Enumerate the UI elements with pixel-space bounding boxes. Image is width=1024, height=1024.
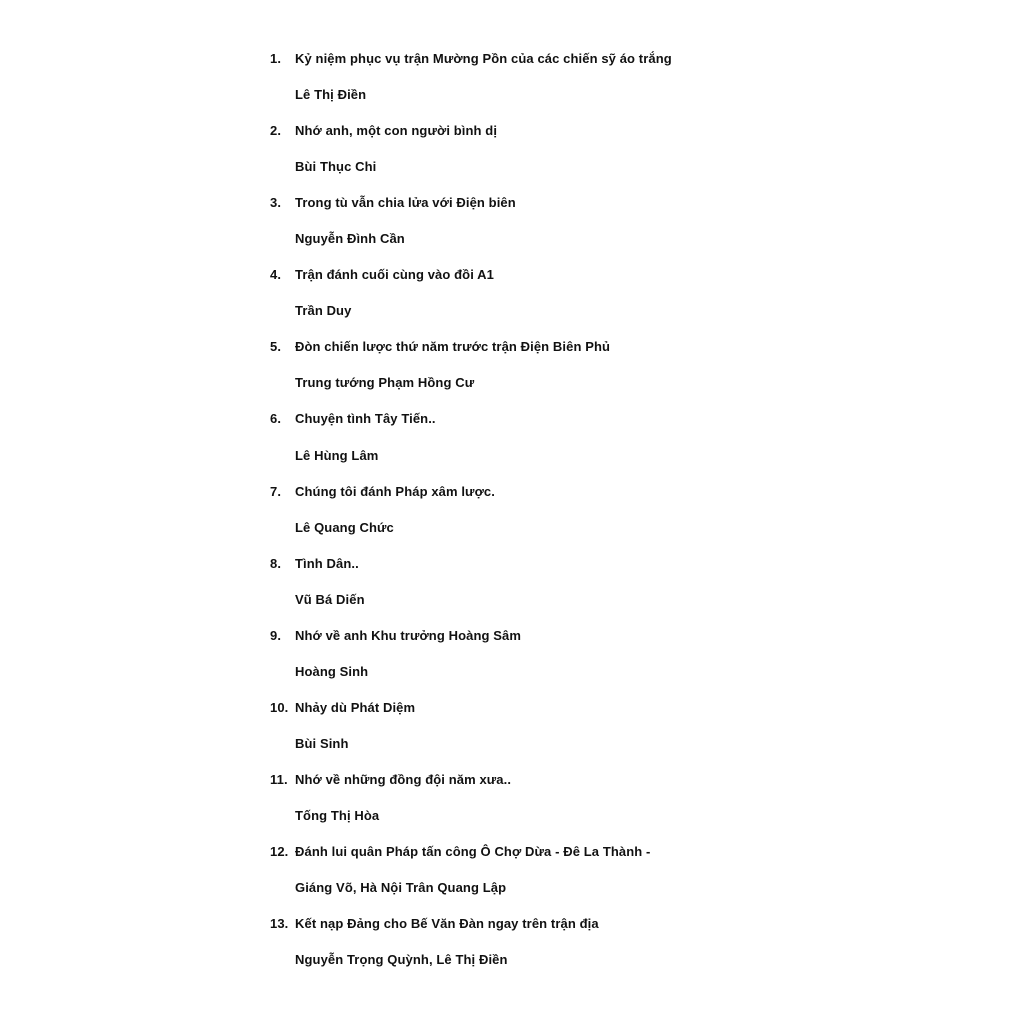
item-author: Lê Quang Chức bbox=[295, 519, 394, 535]
list-item-author-line bbox=[0, 798, 1024, 834]
item-title: Kết nạp Đảng cho Bế Văn Đàn ngay trên trận địa bbox=[295, 916, 599, 932]
item-title-continuation: Giáng Võ, Hà Nội bbox=[295, 880, 403, 896]
list-item-title-line bbox=[0, 257, 1024, 293]
item-number: 10. bbox=[270, 699, 289, 715]
item-title: Đòn chiến lược thứ năm trước trận Điện Biên Phủ bbox=[295, 339, 611, 355]
list-item-title-line bbox=[0, 401, 1024, 437]
item-number: 4. bbox=[270, 267, 282, 283]
item-author: Tống Thị Hòa bbox=[295, 807, 380, 823]
list-item-title-line bbox=[0, 618, 1024, 654]
item-number: 1. bbox=[270, 51, 282, 66]
item-author: Hoàng Sinh bbox=[295, 663, 369, 679]
item-number: 11. bbox=[270, 771, 288, 787]
item-title: Kỷ niệm phục vụ trận Mường Pồn của các chiến sỹ áo trắng bbox=[295, 51, 672, 66]
list-item-author-line bbox=[0, 582, 1024, 618]
item-number: 8. bbox=[270, 555, 282, 571]
list-item-author-line bbox=[0, 149, 1024, 185]
list-item-author-line bbox=[0, 942, 1024, 978]
item-title: Trong tù vẫn chia lửa với Điện biên bbox=[295, 195, 516, 211]
item-author: Lê Thị Điền bbox=[295, 87, 367, 103]
list-item-title-line bbox=[0, 113, 1024, 149]
list-item-title-line bbox=[0, 474, 1024, 510]
list-item-author-line bbox=[0, 438, 1024, 474]
item-number: 13. bbox=[270, 916, 289, 932]
list-item-title-line bbox=[0, 41, 1024, 77]
item-author: Trân Quang Lập bbox=[405, 880, 507, 896]
item-number: 7. bbox=[270, 483, 282, 499]
list-item-author-line bbox=[0, 77, 1024, 113]
item-author: Nguyễn Trọng Quỳnh, Lê Thị Điền bbox=[295, 952, 508, 968]
list-item-title-line bbox=[0, 834, 1024, 870]
list-item-title-continuation-line bbox=[0, 870, 1024, 906]
item-number: 5. bbox=[270, 339, 282, 355]
item-title: Tình Dân.. bbox=[295, 555, 359, 571]
list-item-title-line bbox=[0, 329, 1024, 365]
item-title: Nhớ về những đồng đội năm xưa.. bbox=[295, 771, 512, 787]
item-author: Lê Hùng Lâm bbox=[295, 447, 379, 463]
item-number: 12. bbox=[270, 844, 289, 860]
item-number: 2. bbox=[270, 123, 282, 139]
item-title: Nhớ anh, một con người bình dị bbox=[295, 123, 498, 139]
list-item-author-line bbox=[0, 510, 1024, 546]
item-number: 9. bbox=[270, 627, 282, 643]
title-continuation-and-author bbox=[295, 870, 506, 906]
item-number: 6. bbox=[270, 411, 282, 427]
item-title: Chuyện tình Tây Tiến.. bbox=[295, 411, 436, 427]
list-item-title-line bbox=[0, 762, 1024, 798]
list-item-author-line bbox=[0, 221, 1024, 257]
item-author: Trung tướng Phạm Hồng Cư bbox=[295, 375, 475, 391]
list-item-author-line bbox=[0, 365, 1024, 401]
item-title: Nhớ về anh Khu trưởng Hoàng Sâm bbox=[295, 627, 522, 643]
item-author: Bùi Sinh bbox=[295, 735, 349, 751]
item-author: Nguyễn Đình Cần bbox=[295, 231, 405, 247]
list-item-author-line bbox=[0, 654, 1024, 690]
list-item-title-line bbox=[0, 185, 1024, 221]
item-author: Trần Duy bbox=[295, 303, 352, 319]
item-author: Bùi Thục Chi bbox=[295, 159, 377, 175]
item-title: Đánh lui quân Pháp tấn công Ô Chợ Dừa - Đê La Thành - bbox=[295, 844, 651, 860]
list-item-author-line bbox=[0, 293, 1024, 329]
contents-list bbox=[0, 41, 1024, 978]
item-number: 3. bbox=[270, 195, 282, 211]
list-item-title-line bbox=[0, 546, 1024, 582]
item-title: Trận đánh cuối cùng vào đồi A1 bbox=[295, 267, 494, 283]
item-title: Chúng tôi đánh Pháp xâm lược. bbox=[295, 483, 495, 499]
list-item-author-line bbox=[0, 726, 1024, 762]
item-author: Vũ Bá Diến bbox=[295, 591, 365, 607]
list-item-title-line bbox=[0, 906, 1024, 942]
list-item-title-line bbox=[0, 690, 1024, 726]
item-title: Nhảy dù Phát Diệm bbox=[295, 699, 416, 715]
